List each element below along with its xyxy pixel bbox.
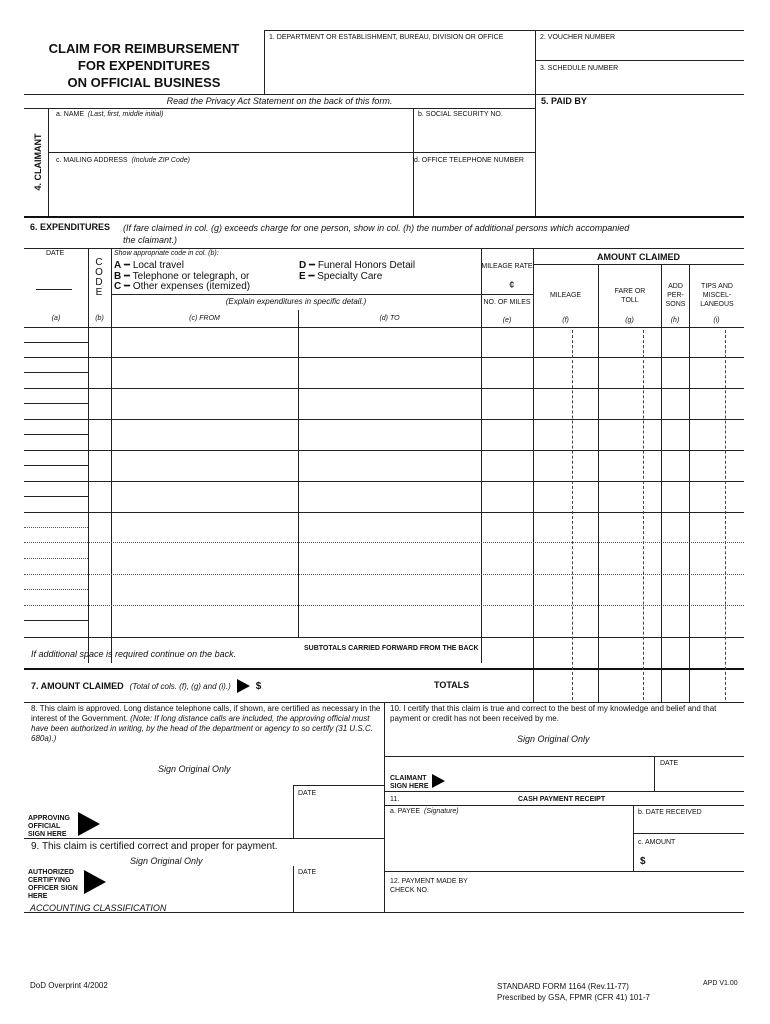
amount-claimed-header: AMOUNT CLAIMED (597, 252, 680, 262)
certifying-officer-label: AUTHORIZED CERTIFYING OFFICER SIGN HERE (28, 869, 78, 900)
claimant-date-label: DATE (660, 760, 679, 767)
col-i-label: (i) (713, 317, 720, 324)
amount-dollar-sign: $ (255, 680, 262, 692)
cash-payment-receipt-title: CASH PAYMENT RECEIPT (518, 796, 606, 803)
subtotals-label: SUBTOTALS CARRIED FORWARD FROM THE BACK (304, 645, 479, 652)
col-g-label: (g) (625, 317, 634, 324)
no-of-miles-label: NO. OF MILES (483, 299, 531, 306)
code-e: E ━ Specialty Care (299, 270, 383, 282)
code-list-right (299, 261, 415, 282)
col-c-label: (c) FROM (189, 315, 220, 322)
amount-label: c. AMOUNT (638, 839, 676, 846)
accounting-classification-field[interactable] (28, 916, 742, 976)
code-column-label: C O D E (95, 257, 103, 298)
cents-sign: ¢ (509, 280, 515, 291)
payment-check-label: 12. PAYMENT MADE BY CHECK NO. (390, 878, 468, 894)
approving-official-arrow-icon (78, 812, 100, 836)
receipt-number: 11. (390, 796, 400, 803)
expenditures-note: (If fare claimed in col. (g) exceeds charge for one person, show in col. (h) the number of additional persons which accompanied the claimant.) (123, 223, 630, 245)
additional-space-note: If additional space is required continue on the back. (31, 649, 237, 659)
claimant-sign-original: Sign Original Only (517, 734, 590, 744)
tips-misc-column-label: TIPS AND MISCEL- LANEOUS (700, 283, 734, 308)
explain-note: (Explain expenditures in specific detail.) (225, 297, 367, 306)
standard-form-id: STANDARD FORM 1164 (Rev.11-77) Prescribed by GSA, FPMR (CFR 41) 101-7 (497, 982, 650, 1002)
form-title: CLAIM FOR REIMBURSEMENT FOR EXPENDITURES ON OFFICIAL BUSINESS (48, 41, 240, 90)
code-a: A ━ Local travel (114, 260, 184, 271)
code-b: B ━ Telephone or telegraph, or (114, 270, 250, 282)
schedule-number-field[interactable] (538, 75, 742, 93)
paid-by-field[interactable] (538, 108, 742, 215)
col-b-label: (b) (95, 315, 104, 322)
apd-version: APD V1.00 (703, 980, 738, 987)
privacy-act-note: Read the Privacy Act Statement on the back of this form. (166, 96, 393, 106)
office-phone-field[interactable] (416, 167, 533, 214)
certify-statement: 9. This claim is certified correct and proper for payment. (31, 841, 278, 852)
expenditures-heading: 6. EXPENDITURES (30, 222, 111, 232)
amount-claimed-hint: (Total of cols. (f), (g) and (i).) (129, 681, 231, 691)
certifying-officer-arrow-icon (84, 870, 106, 894)
office-phone-label: d. OFFICE TELEPHONE NUMBER (414, 157, 524, 164)
check-number-field[interactable] (480, 874, 742, 910)
department-label: 1. DEPARTMENT OR ESTABLISHMENT, BUREAU, DIVISION OR OFFICE (269, 34, 504, 41)
col-d-label: (d) TO (379, 315, 400, 322)
payee-label: a. PAYEE (Signature) (390, 808, 459, 815)
col-e-label: (e) (502, 317, 512, 324)
amount-arrow-icon (237, 679, 250, 693)
date-underline (36, 289, 72, 290)
code-d: D ━ Funeral Honors Detail (299, 260, 416, 271)
mailing-address-field[interactable] (52, 167, 410, 214)
voucher-number-label: 2. VOUCHER NUMBER (540, 34, 616, 41)
claimant-certification: 10. I certify that this claim is true and correct to the best of my knowledge and belief and that payment or credit has not been received by me. (390, 704, 717, 723)
col-f-label: (f) (562, 317, 569, 324)
approval-date-field[interactable] (296, 800, 382, 836)
certify-date-label: DATE (298, 869, 317, 876)
claimant-section-label: 4. CLAIMANT (33, 133, 43, 191)
code-hint: Show appropriate code in col. (b): (114, 250, 219, 257)
expenditure-entry-area[interactable] (24, 328, 744, 636)
paid-by-label: 5. PAID BY (541, 96, 587, 106)
claimant-sign-label: CLAIMANT SIGN HERE (390, 775, 429, 790)
amount-claimed-field[interactable] (300, 676, 380, 696)
certify-date-field[interactable] (296, 879, 382, 910)
mileage-column-label: MILEAGE (549, 292, 582, 299)
certify-sign-original: Sign Original Only (130, 856, 203, 866)
voucher-number-field[interactable] (538, 44, 742, 59)
payee-signature-field[interactable] (388, 818, 631, 869)
mailing-address-label: c. MAILING ADDRESS (Include ZIP Code) (56, 157, 190, 164)
accounting-classification-label: ACCOUNTING CLASSIFICATION (30, 903, 167, 913)
approving-official-signature[interactable] (104, 800, 289, 836)
date-column-label: DATE (46, 250, 65, 257)
name-field[interactable] (52, 121, 410, 150)
date-received-label: b. DATE RECEIVED (638, 809, 702, 816)
claimant-date-field[interactable] (656, 770, 742, 790)
receipt-amount-field[interactable] (652, 849, 742, 869)
ssn-label: b. SOCIAL SECURITY NO. (418, 111, 503, 118)
totals-label: TOTALS (434, 680, 470, 690)
approval-sign-original: Sign Original Only (158, 764, 231, 774)
amount-claimed-label: 7. AMOUNT CLAIMED (31, 681, 124, 691)
date-received-field[interactable] (636, 819, 742, 832)
code-c: C ━ Other expenses (itemized) (114, 281, 251, 292)
col-a-label: (a) (51, 315, 61, 322)
claimant-signature[interactable] (450, 760, 650, 790)
mileage-rate-label: MILEAGE RATE (481, 263, 533, 270)
dod-overprint: DoD Overprint 4/2002 (30, 981, 108, 990)
col-h-label: (h) (670, 317, 680, 324)
claimant-sign-arrow-icon (432, 774, 445, 788)
code-list-left (114, 261, 250, 293)
approving-official-label: APPROVING OFFICIAL SIGN HERE (28, 815, 71, 838)
receipt-dollar-sign: $ (640, 856, 646, 867)
add-persons-column-label: ADD PER- SONS (665, 283, 686, 308)
schedule-number-label: 3. SCHEDULE NUMBER (540, 65, 619, 72)
fare-toll-column-label: FARE OR TOLL (614, 288, 646, 304)
name-label: a. NAME (Last, first, middle initial) (56, 111, 164, 118)
amount-claimed-row (31, 679, 261, 693)
approval-date-label: DATE (298, 790, 317, 797)
ssn-field[interactable] (416, 121, 533, 150)
department-field[interactable] (268, 44, 532, 92)
approval-statement: 8. This claim is approved. Long distance telephone calls, if shown, are certified as necessary in the interest of the Government. (Note: If long distance calls are included, the approving official must have been authorized in writing, by the head of the department or agency to so certify (31 U.S.C. 680a).) (31, 704, 381, 743)
